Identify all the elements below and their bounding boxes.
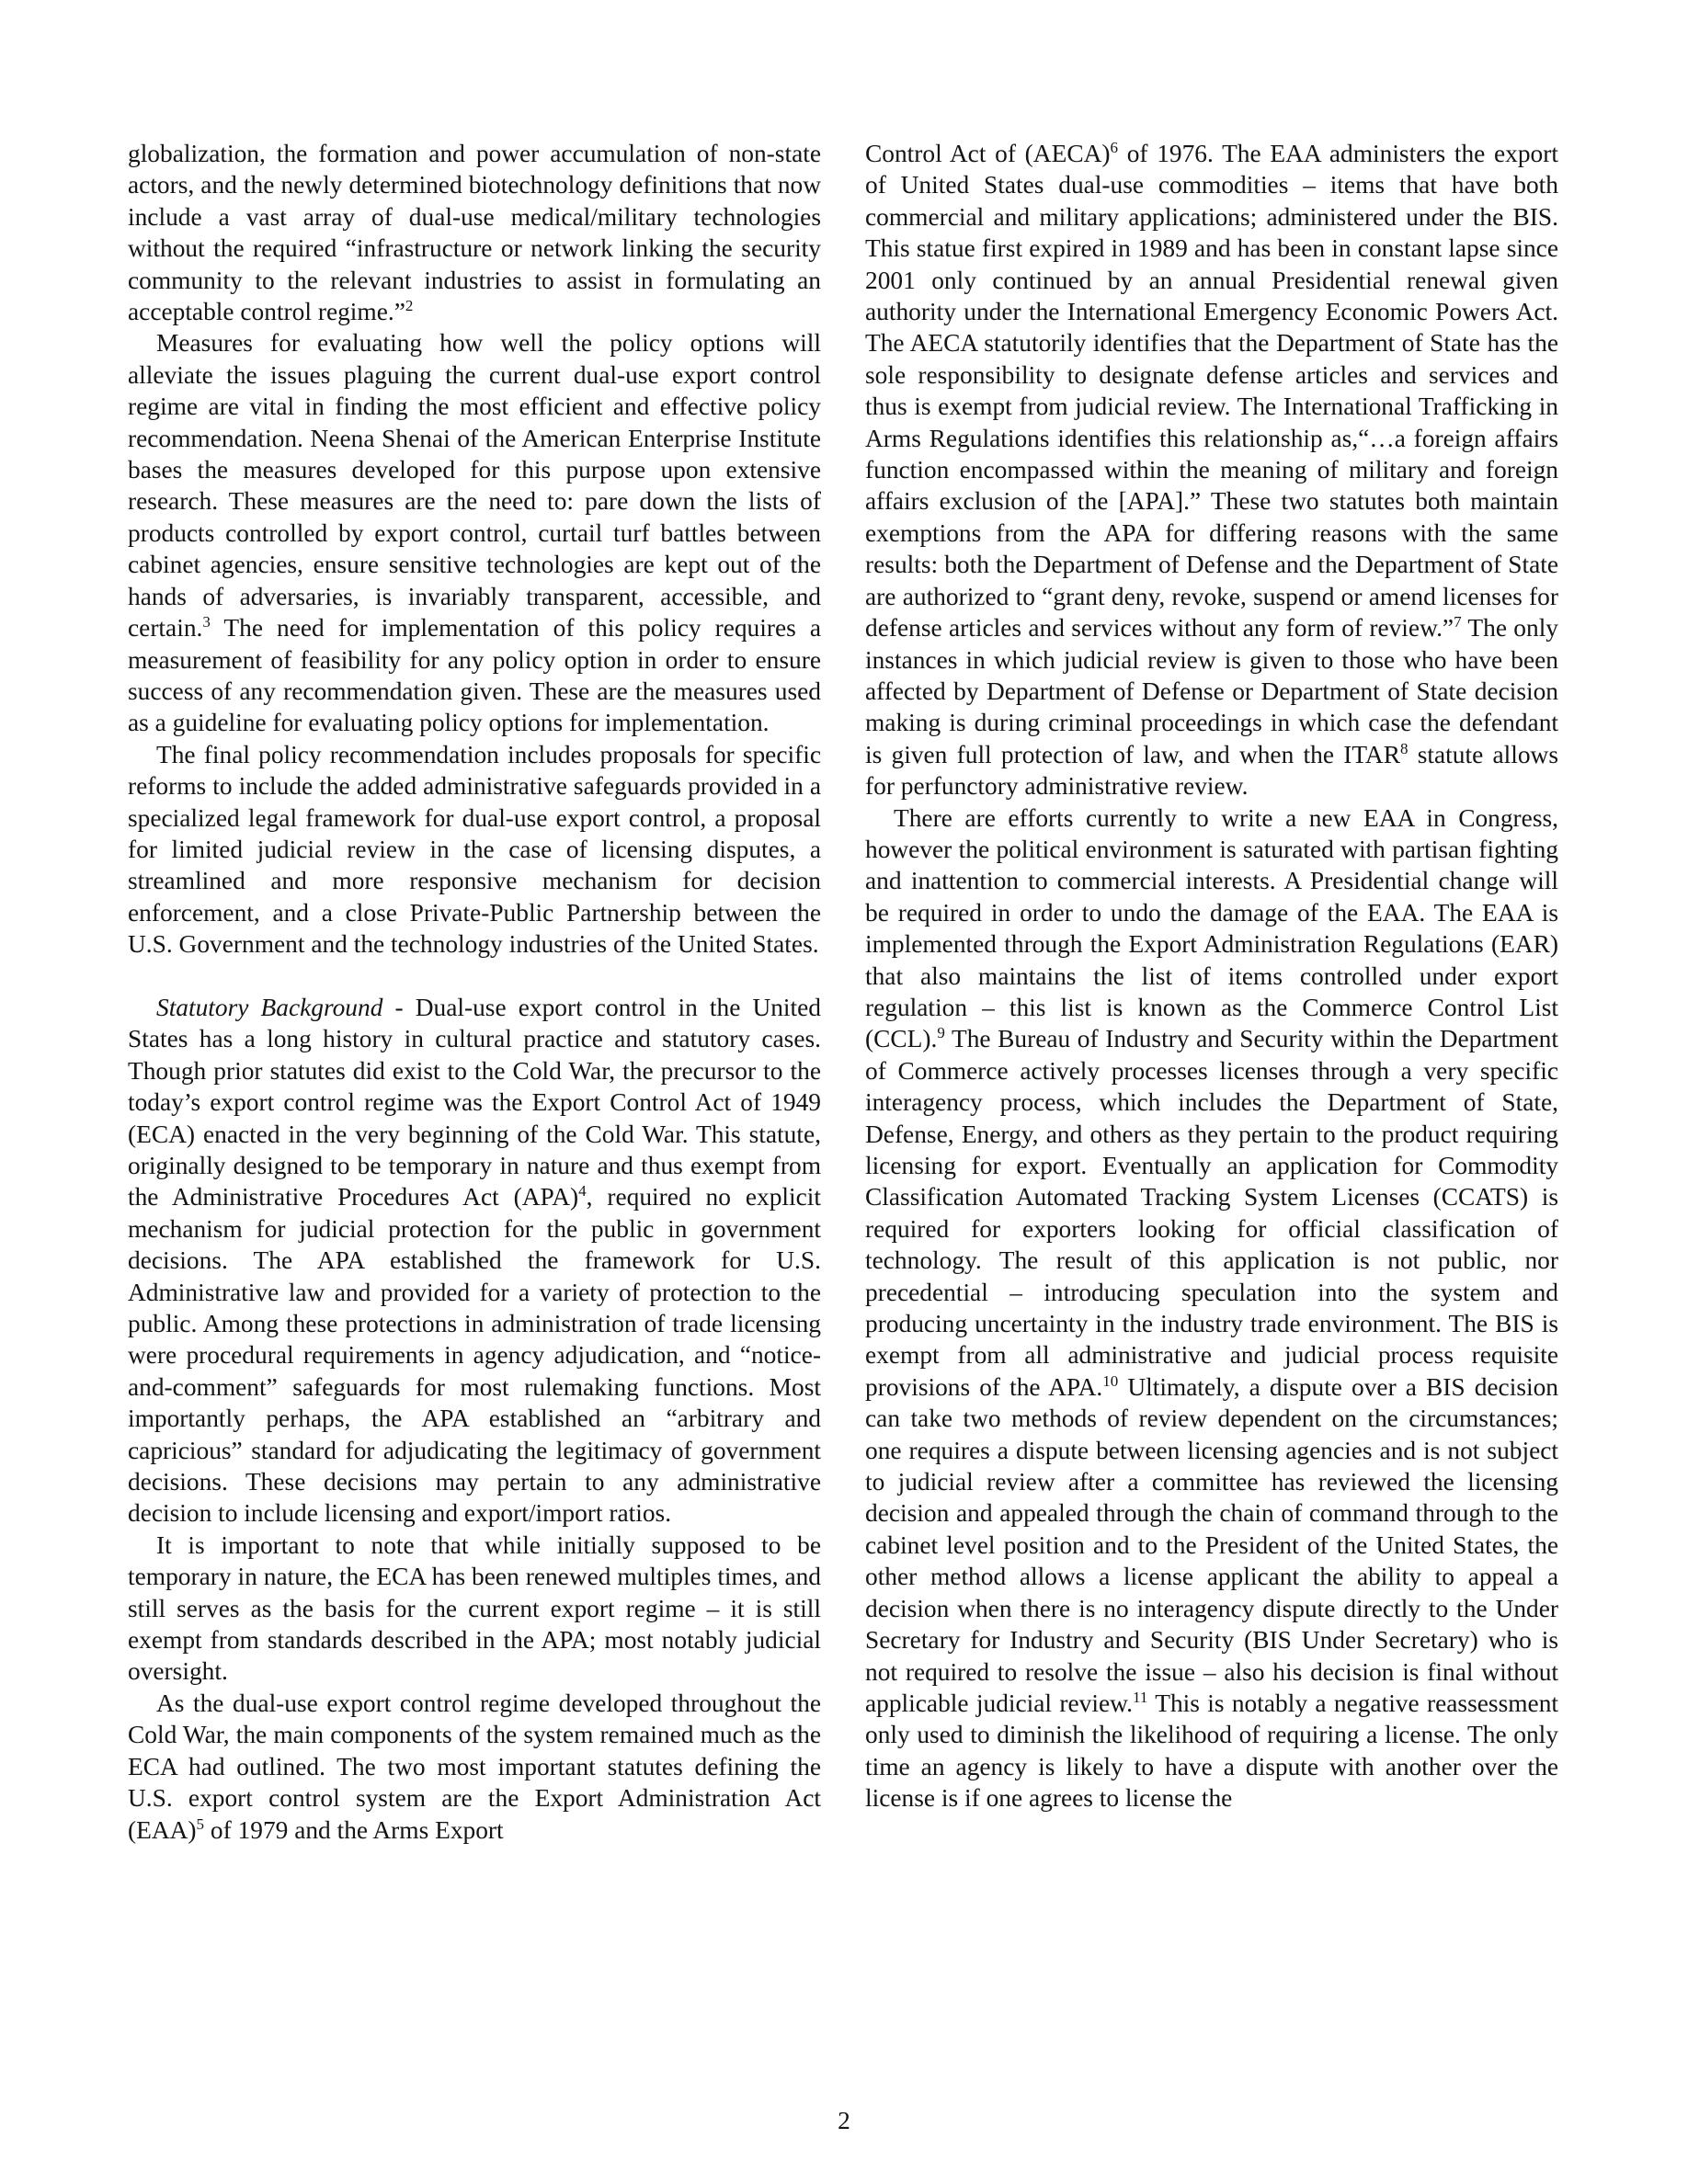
paragraph-text: As the dual-use export control regime developed throughout the Cold War, the main components of the system remained much as the ECA had outlined. The two most important statutes defining the U.S. export control system are the Export Administration Act (EAA) [128, 1689, 821, 1844]
paragraph [865, 802, 1558, 1814]
page-number: 2 [838, 2107, 850, 2134]
paragraph-text: Control Act of (AECA) [865, 140, 1111, 167]
paragraph-text: - Dual-use export control in the United States has a long history in cultural practice and statutory cases. Though prior statutes did exist to the Cold War, the precursor to the today’s export control regime was the Export Control Act of 1949 (ECA) enacted in the very beginning of the Cold War. This statute, originally designed to be temporary in nature and thus exempt from the Administrative Procedures Act (APA) [128, 993, 822, 1211]
footnote-ref: 4 [578, 1182, 587, 1200]
footnote-ref: 3 [202, 613, 211, 631]
paragraph-text: This is notably a negative reassessment only used to diminish the likelihood of requiring a license. The only time an agency is likely to have a dispute with another over the license is if one agrees to license the [865, 1689, 1558, 1813]
paragraph-text: The need for implementation of this policy requires a measurement of feasibility for any policy option in order to ensure success of any recommendation given. These are the measures used as a guideline for evaluating policy options for implementation. [128, 614, 821, 737]
paragraph [128, 327, 821, 738]
right-column [865, 138, 1558, 1814]
paragraph-text: of 1979 and the Arms Export [204, 1815, 504, 1844]
paragraph [128, 1688, 821, 1846]
footnote-ref: 8 [1399, 739, 1409, 757]
paragraph-text: Ultimately, a dispute over a BIS decision can take two methods of review dependent on the circumstances; one requires a dispute between licensing agencies and is not subject to judicial review after a committee has reviewed the licensing decision and appealed through the chain of command through to the cabinet level position and to the President of the United States, the other method allows a license applicant the ability to appeal a decision when there is no interagency dispute directly to the Under Secretary for Industry and Security (BIS Under Secretary) who is not required to resolve the issue – also his decision is final without applicable judicial review. [865, 1372, 1558, 1717]
footnote-ref: 10 [1102, 1371, 1119, 1390]
paragraph-text: The only instances in which judicial review is given to those who have been affected by Department of Defense or Department of State decision making is during criminal proceedings in which case the defendant is given full protection of law, and when the ITAR [865, 614, 1558, 768]
paragraph: It is important to note that while initially supposed to be temporary in nature, the ECA has been renewed multiples times, and still serves as the basis for the current export regime – it is still exempt from standards described in the APA; most notably judicial oversight. [128, 1530, 821, 1686]
paragraph [128, 138, 821, 327]
paragraph-text: globalization, the formation and power accumulation of non-state actors, and the newly determined biotechnology definitions that now include a vast array of dual-use medical/military technologies without the required “infrastructure or network linking the security community to the relevant industries to assist in formulating an acceptable control regime.” [128, 140, 821, 326]
paragraph-text: Measures for evaluating how well the policy options will alleviate the issues plaguing the current dual-use export control regime are vital in finding the most efficient and effective policy recommendation. Neena Shenai of the American Enterprise Institute bases the measures developed for this purpose upon extensive research. These measures are the need to: pare down the lists of products controlled by export control, curtail turf battles between cabinet agencies, ensure sensitive technologies are kept out of the hands of adversaries, is invariably transparent, accessible, and certain. [128, 329, 821, 643]
paragraph [128, 992, 821, 1530]
paragraph-text: The Bureau of Industry and Security within the Department of Commerce actively processes licenses through a very specific interagency process, which includes the Department of State, Defense, Energy, and others as they pertain to the product requiring licensing for export. Eventually an application for Commodity Classification Automated Tracking System Licenses (CCATS) is required for exporters looking for official classification of technology. The result of this application is not public, nor precedential – introducing speculation into the system and producing uncertainty in the industry trade environment. The BIS is exempt from all administrative and judicial process requisite provisions of the APA. [865, 1025, 1558, 1401]
footnote-ref: 2 [405, 297, 414, 315]
paragraph-text: of 1976. The EAA administers the export of United States dual-use commodities – items that have both commercial and military applications; administered under the BIS. This statue first expired in 1989 and has been in constant lapse since 2001 only continued by an annual Presidential renewal given authority under the International Emergency Economic Powers Act. The AECA statutorily identifies that the Department of State has the sole responsibility to designate defense articles and services and thus is exempt from judicial review. The International Trafficking in Arms Regulations identifies this relationship as,“…a foreign affairs function encompassed within the meaning of military and foreign affairs exclusion of the [APA].” These two statutes both maintain exemptions from the APA for differing reasons with the same results: both the Department of Defense and the Department of State are authorized to “grant deny, revoke, suspend or amend licenses for defense articles and services without any form of review.” [865, 140, 1558, 643]
paragraph-text: , required no explicit mechanism for judicial protection for the public in government decisions. The APA established the framework for U.S. Administrative law and provided for a variety of protection to the public. Among these protections in administration of trade licensing were procedural requirements in agency adjudication, and “notice-and-comment” safeguards for most rulemaking functions. Most importantly perhaps, the APA established an “arbitrary and capricious” standard for adjudicating the legitimacy of government decisions. These decisions may pertain to any administrative decision to include licensing and export/import ratios. [128, 1183, 821, 1528]
paragraph [865, 138, 1558, 802]
paragraph-text: There are efforts currently to write a new EAA in Congress, however the political environment is saturated with partisan fighting and inattention to commercial interests. A Presidential change will be required in order to undo the damage of the EAA. The EAA is implemented through the Export Administration Regulations (EAR) that also maintains the list of items controlled under export regulation – this list is known as the Commerce Control List (CCL). [865, 803, 1558, 1053]
paragraph-text: statute allows for perfunctory administrative review. [865, 740, 1558, 801]
left-column [128, 138, 821, 1846]
footnote-ref: 9 [937, 1024, 945, 1042]
footnote-ref: 6 [1110, 139, 1118, 156]
footnote-ref: 7 [1454, 613, 1462, 631]
footnote-ref: 5 [196, 1814, 205, 1833]
footnote-ref: 11 [1132, 1688, 1148, 1706]
section-heading: Statutory Background [156, 993, 383, 1021]
paragraph: The final policy recommendation includes proposals for specific reforms to include the added administrative safeguards provided in a specialized legal framework for dual-use export control, a proposal for limited judicial review in the case of licensing disputes, a streamlined and more responsive mechanism for decision enforcement, and a close Private-Public Partnership between the U.S. Government and the technology industries of the United States. [128, 740, 821, 959]
